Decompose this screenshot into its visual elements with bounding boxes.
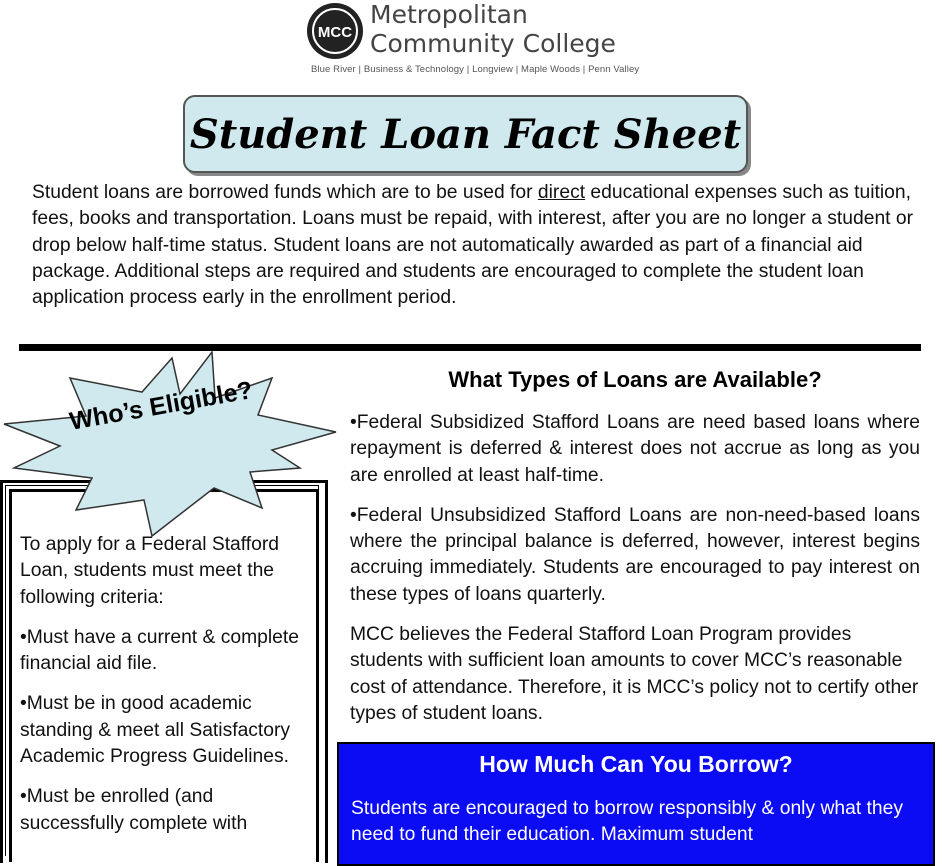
intro-underlined: direct <box>537 182 586 203</box>
eligibility-title: Who’s Eligible? <box>67 376 255 436</box>
college-name <box>370 0 670 58</box>
starburst-shape <box>0 350 345 540</box>
eligibility-content <box>20 532 305 851</box>
title-banner <box>183 95 748 173</box>
intro-text-1: Student loans are borrowed funds which are to be used for <box>32 182 538 203</box>
eligibility-item: •Must be in good academic standing & meet all Satisfactory Academic Progress Guidelines. <box>20 693 291 768</box>
loan-types-heading: What Types of Loans are Available? <box>448 367 822 392</box>
campus-list: Blue River | Business & Technology | Longview | Maple Woods | Penn Valley <box>311 64 640 75</box>
mcc-logo-icon <box>306 2 364 60</box>
borrow-text: Students are encouraged to borrow responsibly & only what they need to fund their education. Maximum student <box>351 798 903 846</box>
eligibility-intro: To apply for a Federal Stafford Loan, students must meet the following criteria: <box>20 534 280 608</box>
eligibility-item: •Must have a current & complete financial aid file. <box>20 626 299 675</box>
intro-paragraph <box>32 180 922 311</box>
college-name-line1: Metropolitan <box>370 0 528 29</box>
eligibility-item: •Must be enrolled (and successfully complete with <box>20 786 248 834</box>
intro-text-2: educational expenses such as tuition, fees, books and transportation. Loans must be repaid, with interest, after you are no longer a student or drop below half-time status. Student loans are not automatically awarded as part of a financial aid package. Additional steps are required and students are encouraged to complete the student loan application process early in the enrollment period. <box>32 182 914 309</box>
logo-text: MCC <box>317 24 353 41</box>
page-title: Student Loan Fact Sheet <box>189 110 742 158</box>
college-name-line2: Community College <box>370 29 616 58</box>
borrow-heading: How Much Can You Borrow? <box>479 751 793 777</box>
loan-types-content <box>350 410 920 741</box>
unsubsidized-loan-text: •Federal Unsubsidized Stafford Loans are non-need-based loans where the principal balance is deferred, however, interest begins accruing immediately. Students are encouraged to pay interest on these types of loans quarterly. <box>350 504 920 605</box>
subsidized-loan-text: •Federal Subsidized Stafford Loans are need based loans where repayment is deferred & interest does not accrue as long as you are enrolled at least half-time. <box>350 412 920 486</box>
mcc-policy-text: MCC believes the Federal Stafford Loan Program provides students with sufficient loan amounts to cover MCC’s reasonable cost of attendance. Therefore, it is MCC’s policy not to certify other types of student loans. <box>350 624 919 724</box>
